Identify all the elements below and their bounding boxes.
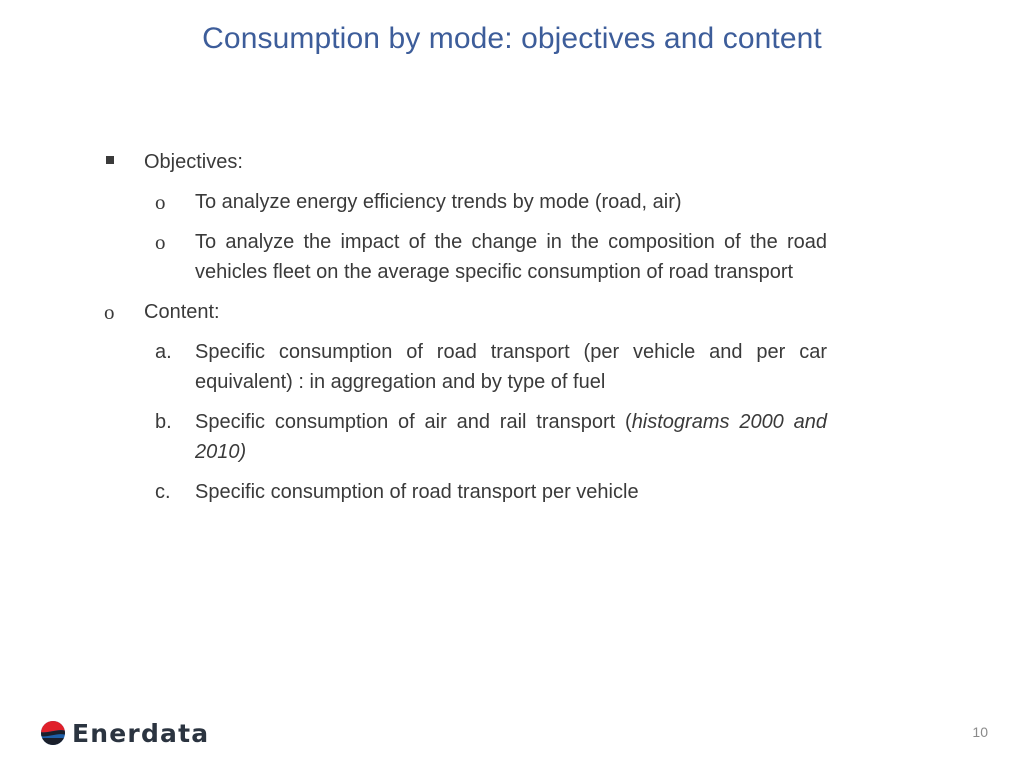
logo-text: Enerdata	[72, 718, 210, 748]
slide-title: Consumption by mode: objectives and content	[202, 22, 822, 55]
square-bullet-icon	[104, 147, 134, 177]
list-item-text: To analyze the impact of the change in the composition of the road vehicles fleet on the average specific consumption of road transport	[195, 231, 827, 283]
enerdata-logo	[40, 719, 209, 747]
list-item-text: Objectives:	[144, 151, 243, 173]
list-item	[100, 407, 830, 467]
list-marker: c.	[155, 481, 171, 503]
list-item-text-italic: histograms 2000 and 2010)	[195, 411, 827, 463]
list-item	[100, 187, 830, 217]
list-item-text: Specific consumption of road transport (per vehicle and per car equivalent) : in aggregation and by type of fuel	[195, 341, 827, 393]
list-item-text: To analyze energy efficiency trends by mode (road, air)	[195, 191, 682, 213]
list-item-text	[195, 407, 827, 467]
list-item	[100, 297, 830, 327]
list-item-text: Content:	[144, 301, 220, 323]
list-item-text: Specific consumption of road transport per vehicle	[195, 481, 639, 503]
list-item	[100, 477, 830, 507]
list-item	[100, 227, 830, 287]
circle-bullet-icon: o	[155, 190, 166, 214]
list-item	[100, 147, 830, 177]
circle-bullet-icon: o	[155, 230, 166, 254]
list-item	[100, 337, 830, 397]
list-item-text-plain: Specific consumption of air and rail transport (	[195, 411, 632, 433]
slide-content	[100, 147, 830, 517]
list-marker: a.	[155, 341, 172, 363]
list-marker: b.	[155, 411, 172, 433]
enerdata-logo-icon	[40, 720, 66, 746]
circle-bullet-icon: o	[104, 300, 115, 324]
page-number: 10	[972, 724, 988, 740]
